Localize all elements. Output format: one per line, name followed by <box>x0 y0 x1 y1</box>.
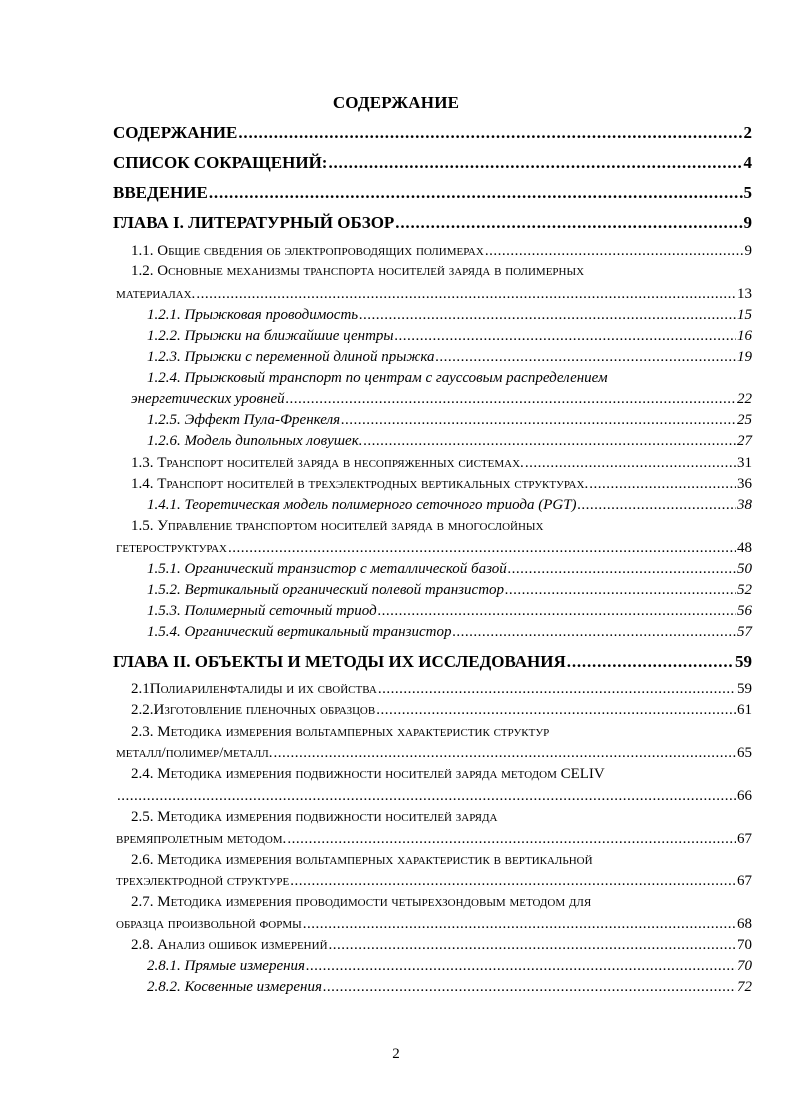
toc-entry-page: 57 <box>737 624 752 640</box>
toc-entry-page: 16 <box>737 328 752 344</box>
toc-entry-title: материалах. <box>116 286 196 302</box>
toc-entry-page: 38 <box>737 497 752 513</box>
toc-entry-page: 59 <box>737 681 752 697</box>
toc-entry-1-4[interactable] <box>131 476 752 493</box>
toc-entry-2-6[interactable] <box>116 873 752 890</box>
toc-entry-1-2-2[interactable] <box>147 328 752 345</box>
toc-entry-2-3-line1[interactable]: 2.3. Методика измерения вольтамперных характеристик структур <box>131 724 550 740</box>
toc-entry-2-7-line1[interactable]: 2.7. Методика измерения проводимости четырехзондовым методом для <box>131 894 592 910</box>
toc-entry-page: 48 <box>737 540 752 556</box>
toc-entry-page: 52 <box>737 582 752 598</box>
toc-entry-1-2-1[interactable] <box>147 307 752 324</box>
toc-entry-2-4-line1[interactable]: 2.4. Методика измерения подвижности носителей заряда методом CELIV <box>131 766 605 782</box>
toc-entry-introduction[interactable] <box>113 183 752 203</box>
toc-entry-1-2-6[interactable] <box>147 433 752 450</box>
toc-entry-title: 2.8.1. Прямые измерения <box>147 958 306 974</box>
toc-entry-page: 72 <box>737 979 752 995</box>
toc-entry-page: 9 <box>744 243 752 259</box>
page-number: 2 <box>392 1046 400 1062</box>
toc-entry-2-8[interactable] <box>131 937 752 954</box>
toc-entry-page: 70 <box>737 937 752 953</box>
toc-entry-1-1[interactable] <box>131 243 752 260</box>
toc-entry-page: 61 <box>737 702 752 718</box>
toc-entry-title: 1.1. Общие сведения об электропроводящих полимерах <box>131 243 484 259</box>
toc-entry-2-8-1[interactable] <box>147 958 752 975</box>
toc-entry-1-5-1[interactable] <box>147 561 752 578</box>
toc-entry-title: Полиариленфталиды и их свойства <box>149 681 377 697</box>
toc-entry-title: ГЛАВА II. ОБЪЕКТЫ И МЕТОДЫ ИХ ИССЛЕДОВАНИЯ <box>113 652 566 671</box>
toc-entry-chapter-1[interactable] <box>113 213 752 233</box>
toc-entry-page: 59 <box>735 652 752 671</box>
toc-entry-page: 67 <box>737 831 752 847</box>
toc-entry-page: 31 <box>737 455 752 471</box>
toc-entry-1-5-2[interactable] <box>147 582 752 599</box>
toc-entry-2-3[interactable] <box>116 745 752 762</box>
toc-entry-2-6-line1[interactable]: 2.6. Методика измерения вольтамперных характеристик в вертикальной <box>131 852 593 868</box>
toc-entry-title: трехэлектродной структуре <box>116 873 290 889</box>
toc-entry-chapter-2[interactable] <box>113 652 752 672</box>
toc-entry-1-2-line1[interactable]: 1.2. Основные механизмы транспорта носителей заряда в полимерных <box>131 263 585 279</box>
toc-entry-2-8-2[interactable] <box>147 979 752 996</box>
toc-entry-page: 19 <box>737 349 752 365</box>
toc-entry-1-5-3[interactable] <box>147 603 752 620</box>
toc-entry-title: времяпролетным методом. <box>116 831 287 847</box>
toc-entry-title: 1.4. Транспорт носителей в трехэлектродных вертикальных структурах. <box>131 476 589 492</box>
toc-entry-title: 2.8. Анализ ошибок измерений <box>131 937 328 953</box>
toc-entry-page: 4 <box>743 153 752 172</box>
toc-entry-abbreviations[interactable] <box>113 153 752 173</box>
toc-entry-title: образца произвольной формы <box>116 916 302 932</box>
toc-entry-page: 27 <box>737 433 752 449</box>
toc-entry-contents[interactable] <box>113 123 752 143</box>
toc-entry-1-2[interactable] <box>116 286 752 303</box>
toc-entry-title: 1.4.1. Теоретическая модель полимерного сеточного триода (PGT) <box>147 497 577 513</box>
toc-entry-number: 2.2. <box>131 702 154 718</box>
toc-entry-page: 66 <box>737 788 752 804</box>
toc-entry-page: 36 <box>737 476 752 492</box>
toc-entry-2-4[interactable] <box>116 788 752 805</box>
toc-entry-title: ГЛАВА I. ЛИТЕРАТУРНЫЙ ОБЗОР <box>113 213 395 232</box>
toc-entry-page: 67 <box>737 873 752 889</box>
toc-entry-title: 1.2.6. Модель дипольных ловушек. <box>147 433 363 449</box>
toc-entry-2-7[interactable] <box>116 916 752 933</box>
toc-entry-1-2-4-line1[interactable]: 1.2.4. Прыжковый транспорт по центрам с гауссовым распределением <box>147 370 608 386</box>
toc-entry-page: 22 <box>737 391 752 407</box>
toc-entry-title: 1.2.3. Прыжки с переменной длиной прыжка <box>147 349 435 365</box>
toc-entry-title: СПИСОК СОКРАЩЕНИЙ: <box>113 153 328 172</box>
toc-entry-1-2-5[interactable] <box>147 412 752 429</box>
page-title: СОДЕРЖАНИЕ <box>332 93 460 112</box>
toc-entry-1-3[interactable] <box>131 455 752 472</box>
toc-entry-title: СОДЕРЖАНИЕ <box>113 123 238 142</box>
toc-entry-1-4-1[interactable] <box>147 497 752 514</box>
toc-entry-page: 2 <box>743 123 752 142</box>
toc-entry-page: 5 <box>743 183 752 202</box>
toc-entry-1-5-line1[interactable]: 1.5. Управление транспортом носителей заряда в многослойных <box>131 518 544 534</box>
toc-entry-title: 1.5.1. Органический транзистор с металлической базой <box>147 561 507 577</box>
toc-entry-title: ВВЕДЕНИЕ <box>113 183 208 202</box>
toc-entry-page: 70 <box>737 958 752 974</box>
toc-entry-2-5[interactable] <box>116 831 752 848</box>
toc-entry-title: 1.5.2. Вертикальный органический полевой транзистор <box>147 582 505 598</box>
toc-entry-1-5[interactable] <box>116 540 752 557</box>
toc-entry-title: металл/полимер/металл. <box>116 745 273 761</box>
toc-entry-1-2-3[interactable] <box>147 349 752 366</box>
toc-entry-title: 1.3. Транспорт носителей заряда в несопряженных системах. <box>131 455 524 471</box>
toc-entry-title: 1.2.1. Прыжковая проводимость <box>147 307 359 323</box>
toc-entry-title: 2.8.2. Косвенные измерения <box>147 979 322 995</box>
toc-entry-number: 2.1 <box>131 681 150 697</box>
toc-entry-page: 15 <box>737 307 752 323</box>
toc-entry-title: энергетических уровней <box>131 391 285 407</box>
toc-entry-2-2[interactable] <box>131 702 752 719</box>
toc-entry-title: 1.2.2. Прыжки на ближайшие центры <box>147 328 394 344</box>
toc-entry-title: гетероструктурах <box>116 540 227 556</box>
toc-entry-title: 1.5.3. Полимерный сеточный триод <box>147 603 377 619</box>
toc-entry-title: Изготовление пленочных образцов <box>153 702 376 718</box>
toc-entry-2-5-line1[interactable]: 2.5. Методика измерения подвижности носителей заряда <box>131 809 498 825</box>
toc-entry-page: 25 <box>737 412 752 428</box>
toc-entry-1-5-4[interactable] <box>147 624 752 641</box>
toc-entry-1-2-4[interactable] <box>131 391 752 408</box>
toc-entry-2-1[interactable] <box>131 681 752 698</box>
toc-entry-page: 65 <box>737 745 752 761</box>
toc-entry-title: 1.5.4. Органический вертикальный транзистор <box>147 624 452 640</box>
toc-entry-page: 50 <box>737 561 752 577</box>
toc-entry-page: 68 <box>737 916 752 932</box>
toc-entry-page: 9 <box>743 213 752 232</box>
toc-entry-page: 56 <box>737 603 752 619</box>
toc-entry-title: 1.2.5. Эффект Пула-Френкеля <box>147 412 341 428</box>
toc-entry-page: 13 <box>737 286 752 302</box>
